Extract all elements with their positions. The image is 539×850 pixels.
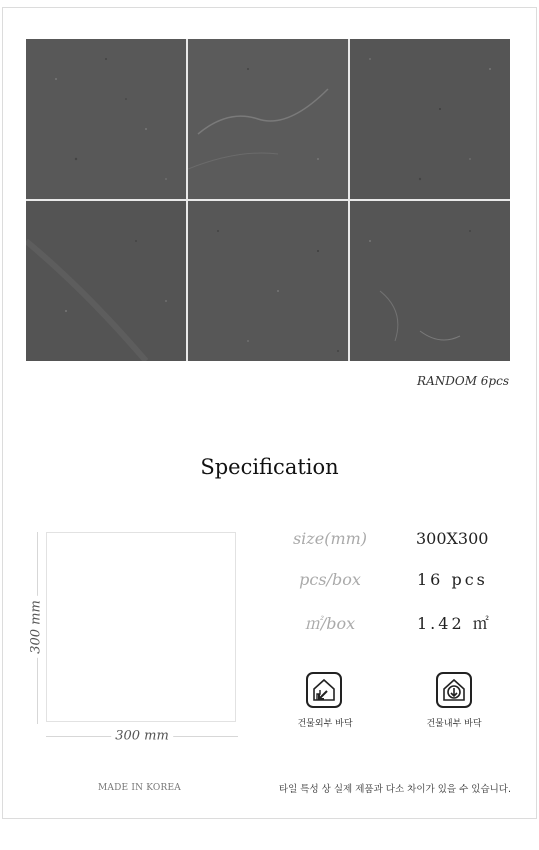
tile-5 [188, 201, 348, 361]
tile-1 [26, 39, 186, 199]
specification-title: Specification [200, 455, 339, 479]
product-notice: 타일 특성 상 실제 제품과 다소 차이가 있을 수 있습니다. [278, 784, 511, 795]
tile-4 [26, 201, 186, 361]
tile-3 [350, 39, 510, 199]
spec-label-size: size(mm) [292, 529, 368, 548]
spec-row-pcs-box [270, 570, 520, 594]
spec-label-pcs-box: pcs/box [299, 570, 361, 589]
spec-value-pcs-box: 16 pcs [417, 570, 488, 589]
exterior-floor-label: 건물외부 바닥 [297, 719, 353, 729]
width-dimension-label: 300 mm [111, 729, 173, 744]
spec-row-area-box [270, 611, 520, 635]
tile-pattern-caption: RANDOM 6pcs [417, 374, 509, 388]
tile-size-diagram [46, 532, 236, 722]
height-dimension-label: 300 mm [29, 596, 44, 658]
tile-6 [350, 201, 510, 361]
interior-floor-label: 건물내부 바닥 [426, 719, 482, 729]
made-in-korea-label: MADE IN KOREA [98, 783, 181, 793]
interior-floor-icon [436, 672, 472, 708]
spec-label-area-box: ㎡/box [304, 614, 356, 633]
tile-2 [188, 39, 348, 199]
spec-value-size: 300X300 [416, 529, 489, 548]
exterior-floor-icon [306, 672, 342, 708]
spec-row-size [270, 529, 520, 553]
spec-value-area-box: 1.42 ㎡ [417, 614, 492, 633]
tile-pattern-grid [26, 39, 510, 361]
